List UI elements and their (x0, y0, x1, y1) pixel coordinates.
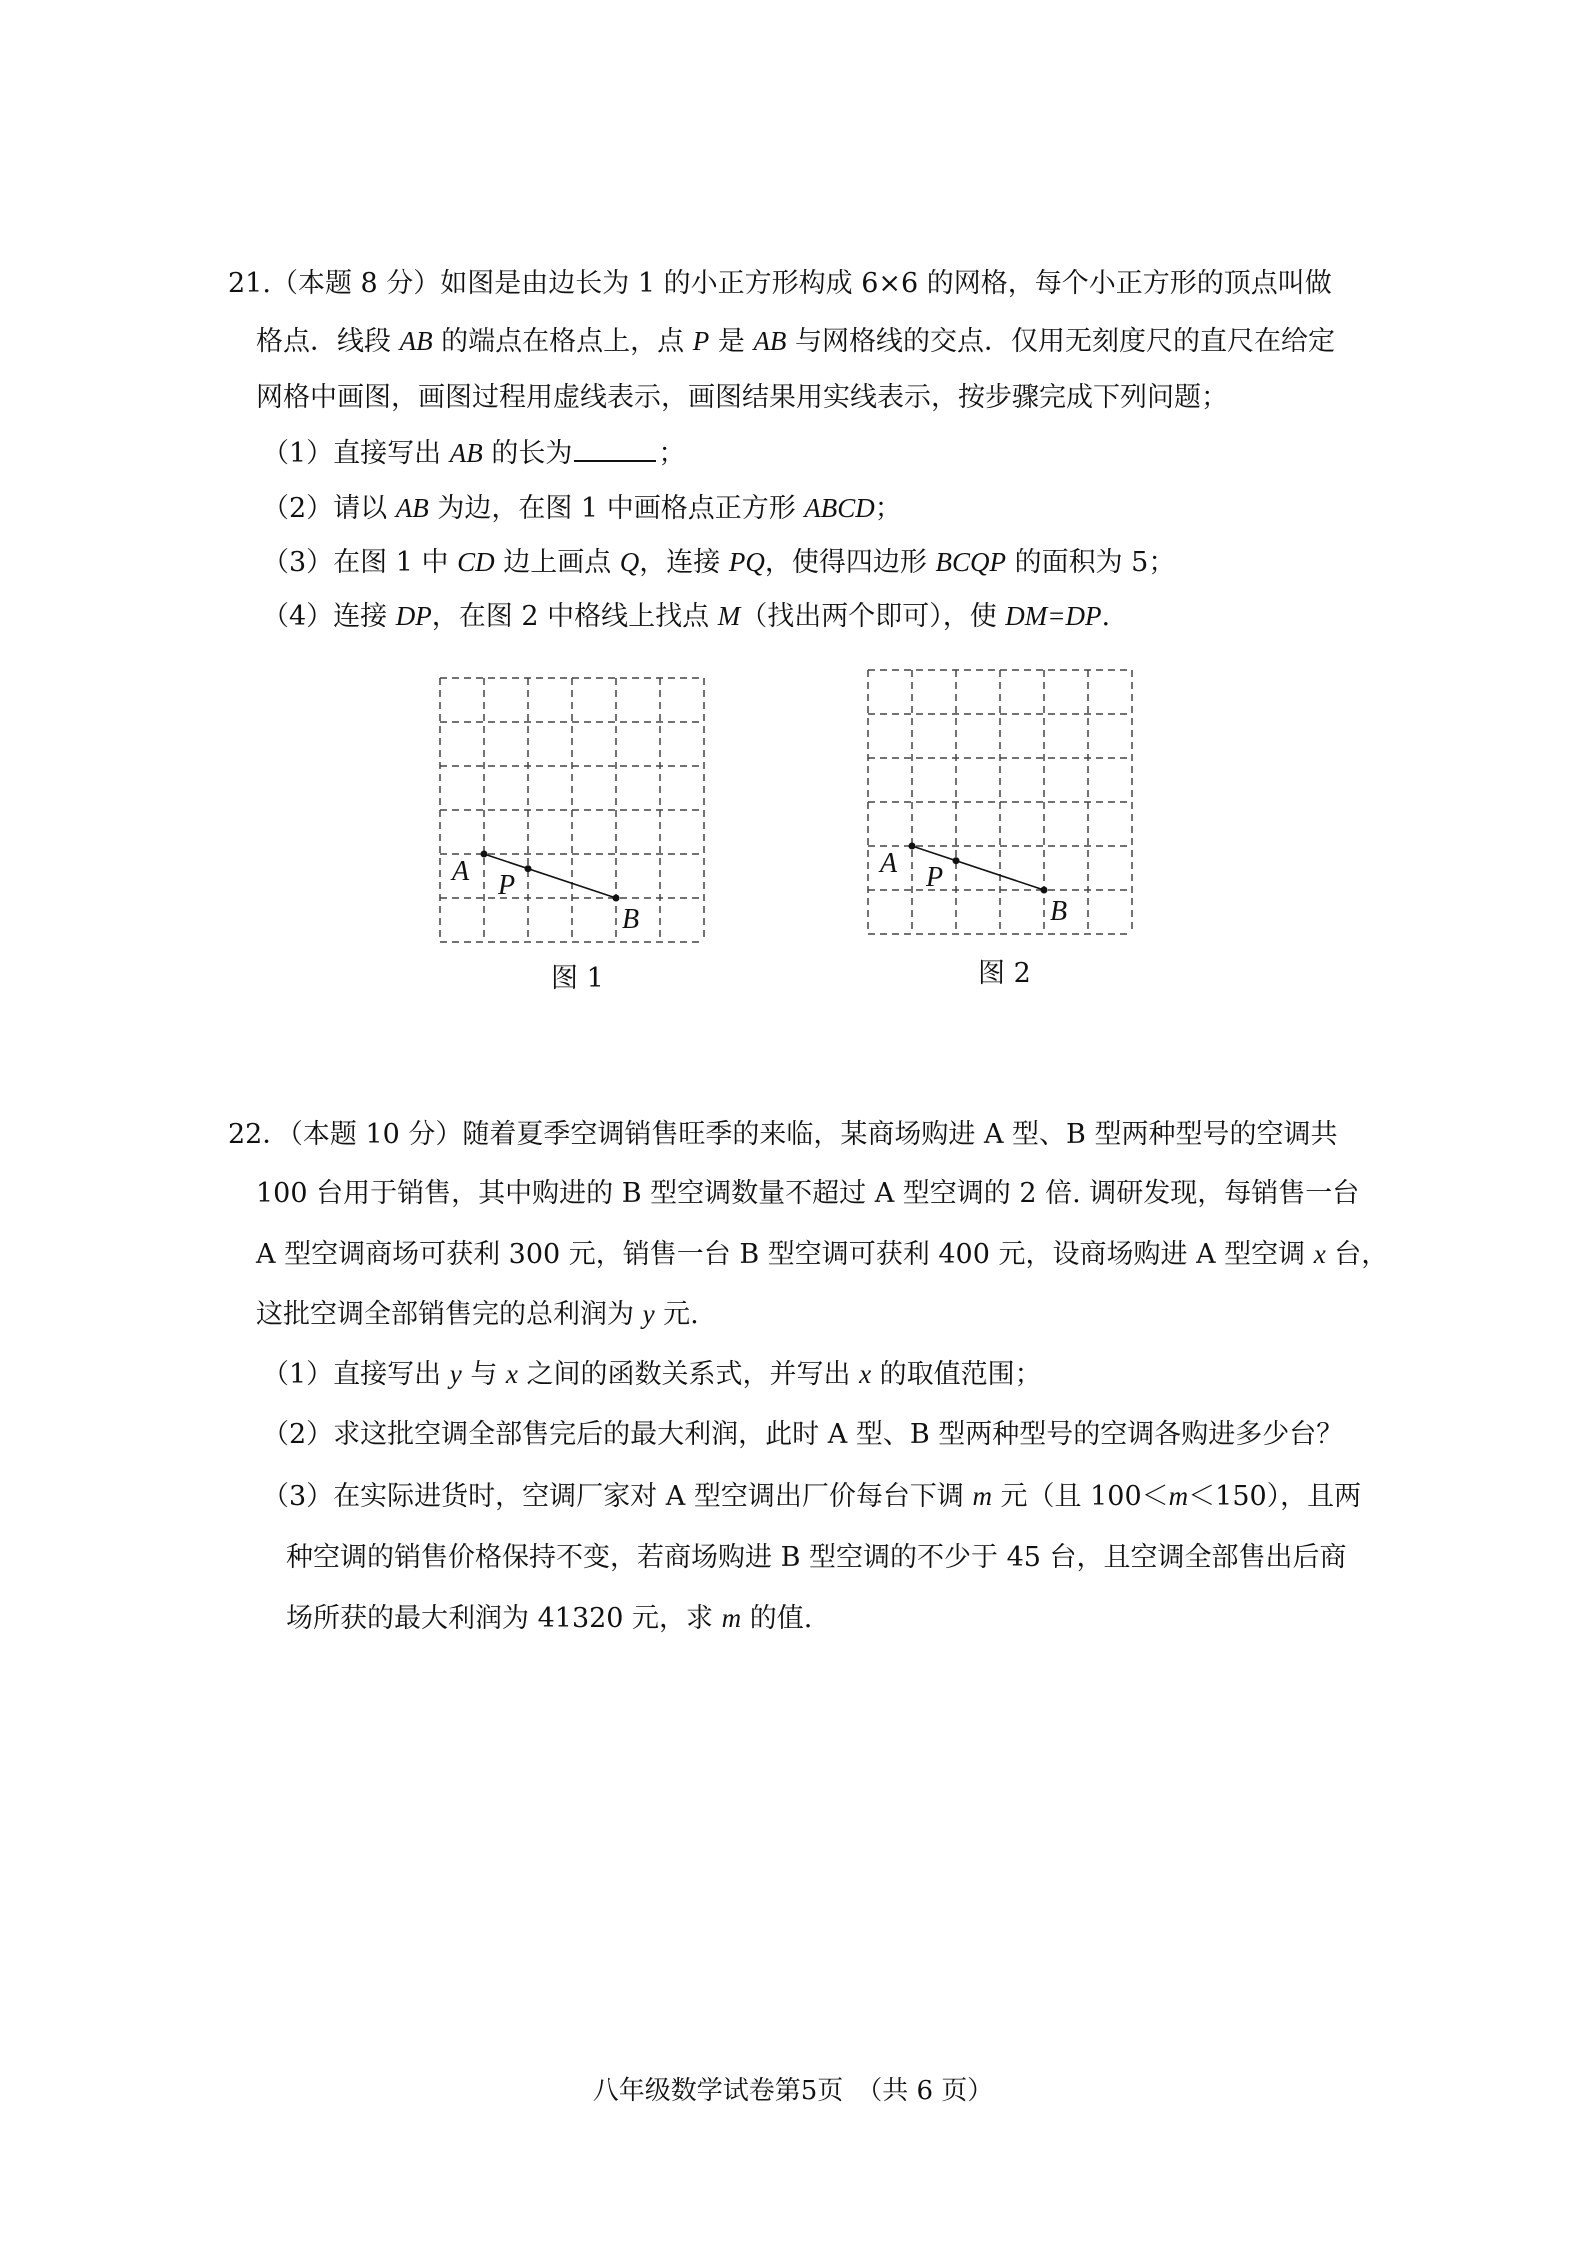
figure-2-caption: 图 2 (978, 958, 1031, 989)
q21-part-3: （3）在图 1 中 CD 边上画点 Q，连接 PQ，使得四边形 BCQP 的面积为 5； (262, 547, 1176, 578)
q21-line-1: 21.（本题 8 分）如图是由边长为 1 的小正方形构成 6×6 的网格，每个小正方形的顶点叫做 (228, 268, 1332, 299)
label-a: A (880, 848, 898, 879)
page-footer: 八年级数学试卷第5页 （共 6 页） (592, 2076, 994, 2106)
q22-part-2: （2）求这批空调全部售完后的最大利润，此时 A 型、B 型两种型号的空调各购进多少台？ (262, 1419, 1344, 1450)
q21-part-4: （4）连接 DP，在图 2 中格线上找点 M（找出两个即可），使 DM=DP. (262, 601, 1111, 632)
figure-1-caption: 图 1 (551, 963, 604, 994)
q21-part-1: （1）直接写出 AB 的长为 ； (262, 438, 686, 469)
q21-line-2: 格点．线段 AB 的端点在格点上，点 P 是 AB 与网格线的交点．仅用无刻度尺的直尺在给定 (256, 326, 1336, 357)
point-p (953, 857, 960, 864)
q22-line-3: A 型空调商场可获利 300 元，销售一台 B 型空调可获利 400 元，设商场购进 A 型空调 x 台， (256, 1239, 1389, 1270)
q22-part-3-cont-2: 场所获的最大利润为 41320 元，求 m 的值. (286, 1603, 813, 1634)
figure-2-grid (860, 662, 1150, 952)
point-b (1041, 887, 1048, 894)
q22-part-1: （1）直接写出 y 与 x 之间的函数关系式，并写出 x 的取值范围； (262, 1359, 1042, 1390)
point-a (481, 851, 488, 858)
label-a: A (452, 856, 470, 887)
label-p: P (498, 870, 516, 901)
q22-line-2: 100 台用于销售，其中购进的 B 型空调数量不超过 A 型空调的 2 倍. 调研发现，每销售一台 (256, 1178, 1360, 1209)
q22-line-4: 这批空调全部销售完的总利润为 y 元. (256, 1299, 699, 1330)
label-p: P (926, 862, 944, 893)
point-a (909, 843, 916, 850)
q22-line-1: 22．（本题 10 分）随着夏季空调销售旺季的来临，某商场购进 A 型、B 型两种型号的空调共 (228, 1119, 1338, 1150)
answer-blank (574, 436, 656, 462)
q21-part-2: （2）请以 AB 为边，在图 1 中画格点正方形 ABCD； (262, 493, 902, 524)
point-p (525, 865, 532, 872)
q22-part-3-cont-1: 种空调的销售价格保持不变，若商场购进 B 型空调的不少于 45 台，且空调全部售出后商 (286, 1542, 1347, 1573)
q22-part-3: （3）在实际进货时，空调厂家对 A 型空调出厂价每台下调 m 元（且 100＜m＜150），且两 (262, 1481, 1362, 1512)
q21-line-3: 网格中画图，画图过程用虚线表示，画图结果用实线表示，按步骤完成下列问题； (256, 382, 1228, 413)
label-b: B (622, 904, 640, 935)
figure-1-grid (430, 668, 720, 958)
point-b (613, 895, 620, 902)
label-b: B (1050, 896, 1068, 927)
